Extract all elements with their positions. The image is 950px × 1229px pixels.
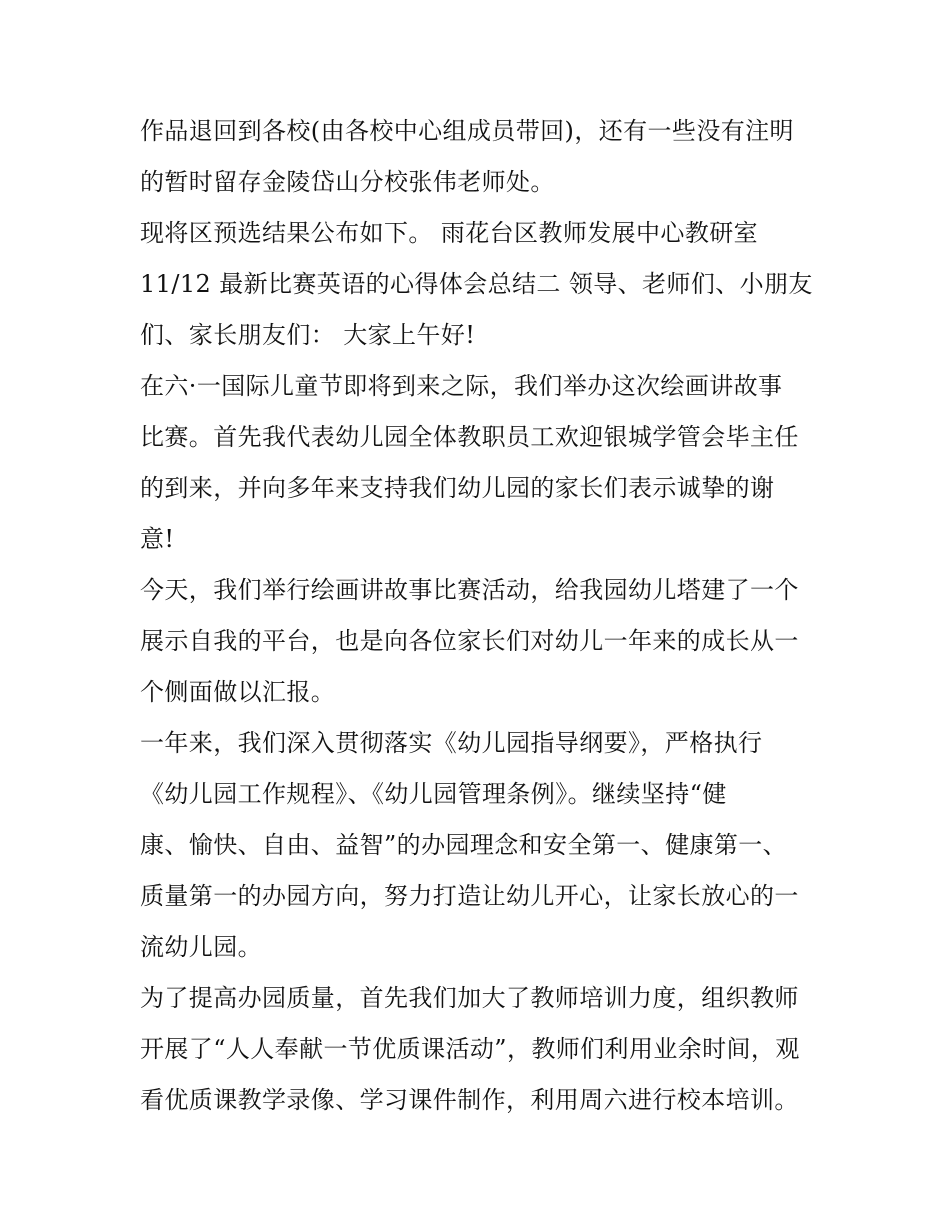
text-line: 看优质课教学录像、学习课件制作，利用周六进行校本培训。 <box>140 1086 799 1114</box>
text-line: 今天，我们举行绘画讲故事比赛活动，给我园幼儿塔建了一个 <box>140 576 799 604</box>
text-line: 质量第一的办园方向，努力打造让幼儿开心，让家长放心的一 <box>140 882 799 910</box>
document-body <box>140 106 820 1126</box>
text-line: 在六·一国际儿童节即将到来之际，我们举办这次绘画讲故事 <box>140 372 783 400</box>
text-line: 的暂时留存金陵岱山分校张伟老师处。 <box>140 168 555 196</box>
text-line: 现将区预选结果公布如下。 雨花台区教师发展中心教研室 <box>140 219 759 247</box>
text-line: 的到来，并向多年来支持我们幼儿园的家长们表示诚挚的谢 <box>140 474 775 502</box>
text-line: 意! <box>140 525 175 553</box>
text-line: 流幼儿园。 <box>140 933 262 961</box>
text-line: 展示自我的平台，也是向各位家长们对幼儿一年来的成长从一 <box>140 627 799 655</box>
text-line: 比赛。首先我代表幼儿园全体教职员工欢迎银城学管会毕主任 <box>140 423 799 451</box>
text-line: 《幼儿园工作规程》、《幼儿园管理条例》。继续坚持“健 <box>140 780 727 808</box>
text-line: 开展了“人人奉献一节优质课活动”，教师们利用业余时间，观 <box>140 1035 800 1063</box>
text-line: 们、家长朋友们： 大家上午好! <box>140 321 476 349</box>
text-line: 一年来，我们深入贯彻落实《幼儿园指导纲要》，严格执行 <box>140 729 763 757</box>
text-line: 为了提高办园质量，首先我们加大了教师培训力度，组织教师 <box>140 984 799 1012</box>
text-line: 11/12 最新比赛英语的心得体会总结二 领导、老师们、小朋友 <box>140 270 813 298</box>
text-line: 个侧面做以汇报。 <box>140 678 336 706</box>
text-line: 康、愉快、自由、益智”的办园理念和安全第一、健康第一、 <box>140 831 788 859</box>
text-line: 作品退回到各校(由各校中心组成员带回)，还有一些没有注明 <box>140 117 794 145</box>
